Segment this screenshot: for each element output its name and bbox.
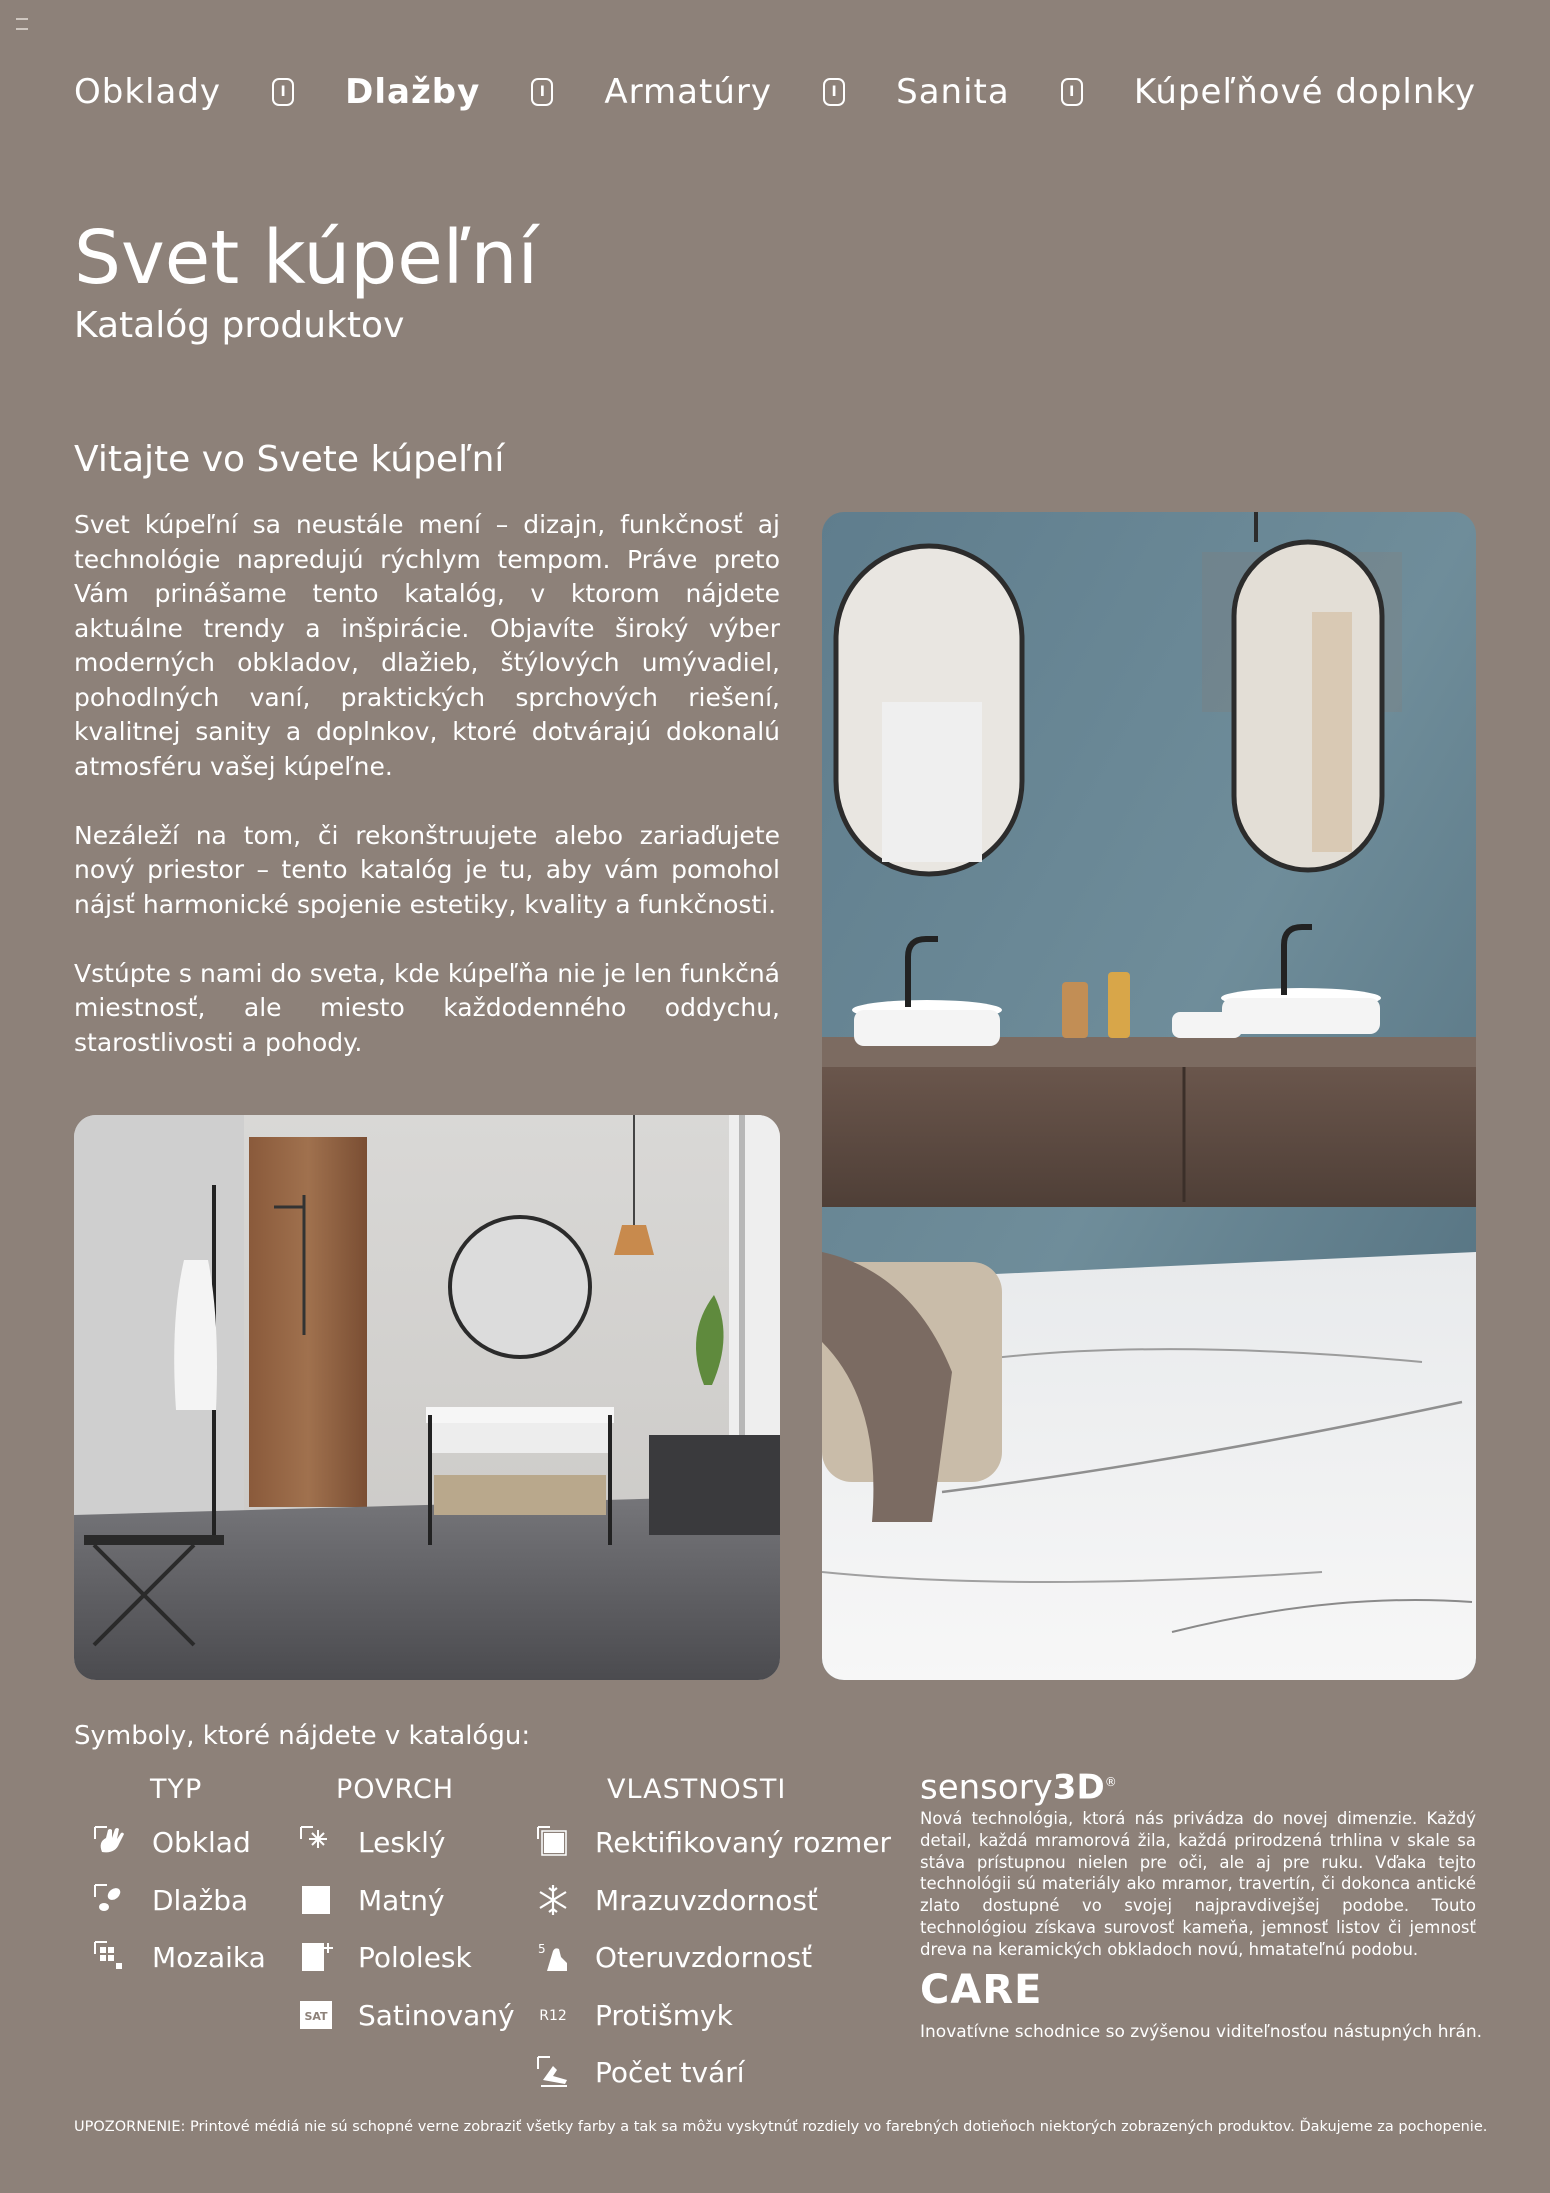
- separator-icon: I: [531, 78, 553, 106]
- sensory-brand-light: sensory: [920, 1767, 1053, 1808]
- symbol-pocet-tvari: [535, 2050, 745, 2094]
- anti-slip-icon: [535, 1997, 571, 2033]
- symbol-label: Protišmyk: [595, 1998, 733, 2032]
- wall-tile-hand-icon: [92, 1824, 128, 1860]
- symbol-label: Mozaika: [152, 1940, 266, 1974]
- snowflake-icon: [535, 1882, 571, 1918]
- satin-surface-icon: [298, 1997, 334, 2033]
- glossy-surface-icon: [298, 1824, 334, 1860]
- page-title: Svet kúpeľní: [74, 215, 539, 301]
- abrasion-resistance-icon: [535, 1939, 571, 1975]
- intro-text: [74, 508, 780, 1095]
- intro-paragraph: Vstúpte s nami do sveta, kde kúpeľňa nie je len funkčná miestnosť, ale miesto každodenného oddychu, starostlivosti a pohody.: [74, 958, 780, 1057]
- sensory-brand-bold: 3D: [1052, 1767, 1105, 1808]
- nav-item-dlazby[interactable]: Dlažby: [345, 72, 481, 112]
- care-logo: CARE: [920, 1967, 1043, 2013]
- symbol-rektifikovany: [535, 1820, 891, 1864]
- pei-class-label: 5: [538, 1942, 546, 1956]
- bathroom-photo-shower: [74, 1115, 780, 1680]
- symbol-label: Satinovaný: [358, 1998, 515, 2032]
- symbol-label: Pololesk: [358, 1940, 472, 1974]
- symbol-pololesk: [298, 1935, 472, 1979]
- mosaic-icon: [92, 1939, 128, 1975]
- sat-label: SAT: [304, 2010, 328, 2023]
- corner-mark: [16, 18, 28, 30]
- nav-item-armatury[interactable]: Armatúry: [604, 72, 772, 112]
- rectified-edge-icon: [535, 1824, 571, 1860]
- symbol-label: Obklad: [152, 1825, 251, 1859]
- symbol-mozaika: [92, 1935, 266, 1979]
- symbol-satinovany: [298, 1993, 515, 2037]
- separator-icon: I: [272, 78, 294, 106]
- intro-paragraph: Svet kúpeľní sa neustále mení – dizajn, funkčnosť aj technológie napredujú rýchlym tempom. Práve preto Vám prinášame tento katalóg, v ktorom nájdete aktuálne trendy a inšpirácie. Objavíte široký výber moderných obkladov, dlažieb, štýlových umývadiel, pohodlných vaní, praktických sprchových riešení, kvalitnej sanity a doplnkov, ktoré dotvárajú dokonalú atmosféru vašej kúpeľne.: [74, 510, 780, 781]
- disclaimer-text: UPOZORNENIE: Printové médiá nie sú schopné verne zobraziť všetky farby a tak sa môžu vyskytnúť rozdiely vo farebných dotieňoch niektorých zobrazených produktov. Ďakujeme za pochopenie.: [74, 2119, 1488, 2135]
- symbol-label: Oteruvzdornosť: [595, 1940, 813, 1974]
- care-description: Inovatívne schodnice so zvýšenou viditeľnosťou nástupných hrán.: [920, 2022, 1483, 2042]
- r12-label: R12: [539, 2008, 567, 2024]
- symbol-dlazba: [92, 1878, 248, 1922]
- symbol-protismyk: [535, 1993, 733, 2037]
- symbol-label: Rektifikovaný rozmer: [595, 1825, 892, 1859]
- symbol-label: Počet tvárí: [595, 2055, 745, 2089]
- category-nav: [74, 62, 1476, 122]
- symbol-oteruvzdornost: [535, 1935, 812, 1979]
- matte-surface-icon: [298, 1882, 334, 1918]
- semi-gloss-surface-icon: [298, 1939, 334, 1975]
- intro-paragraph: Nezáleží na tom, či rekonštruujete alebo zariaďujete nový priestor – tento katalóg je tu, aby vám pomohol nájsť harmonické spojenie estetiky, kvality a funkčnosti.: [74, 820, 780, 919]
- symbol-label: Lesklý: [358, 1825, 446, 1859]
- symbol-matny: [298, 1878, 445, 1922]
- symbol-mrazuvzdornost: [535, 1878, 818, 1922]
- nav-item-obklady[interactable]: Obklady: [74, 72, 222, 112]
- bathroom-photo-vanity: [822, 512, 1476, 1680]
- symbol-label: Dlažba: [152, 1883, 249, 1917]
- face-variation-icon: [535, 2054, 571, 2090]
- nav-item-sanita[interactable]: Sanita: [896, 72, 1010, 112]
- nav-item-kupelnove-doplnky[interactable]: Kúpeľňové doplnky: [1133, 72, 1476, 112]
- symbol-label: Mrazuvzdornosť: [595, 1883, 818, 1917]
- floor-tile-foot-icon: [92, 1882, 128, 1918]
- symbol-leskly: [298, 1820, 446, 1864]
- typ-heading: TYP: [150, 1774, 203, 1805]
- sensory-3d-logo: [920, 1760, 1117, 1809]
- symbols-title: Symboly, ktoré nájdete v katalógu:: [74, 1721, 531, 1751]
- welcome-heading: Vitajte vo Svete kúpeľní: [74, 439, 505, 480]
- vlastnosti-heading: VLASTNOSTI: [607, 1774, 787, 1805]
- sensory-3d-description: Nová technológia, ktorá nás privádza do novej dimenzie. Každý detail, každá mramorová žila, každá prirodzená trhlina v skale sa stáva prístupnou nielen pre oči, ale aj pre ruku. Vďaka tejto technológii sú materiály ako mramor, travertín, či dokonca antické zlato dostupné vo svojej najpravdivejšej podobe. Touto technológiou získava surovosť kameňa, jemnosť listov či jemnosť dreva na keramických obkladoch novú, hmatateľnú podobu.: [920, 1809, 1476, 1959]
- symbol-label: Matný: [358, 1883, 445, 1917]
- separator-icon: I: [1061, 78, 1083, 106]
- povrch-heading: POVRCH: [336, 1774, 455, 1805]
- symbol-obklad: [92, 1820, 251, 1864]
- separator-icon: I: [823, 78, 845, 106]
- page-subtitle: Katalóg produktov: [74, 305, 405, 346]
- registered-mark: ®: [1104, 1775, 1117, 1789]
